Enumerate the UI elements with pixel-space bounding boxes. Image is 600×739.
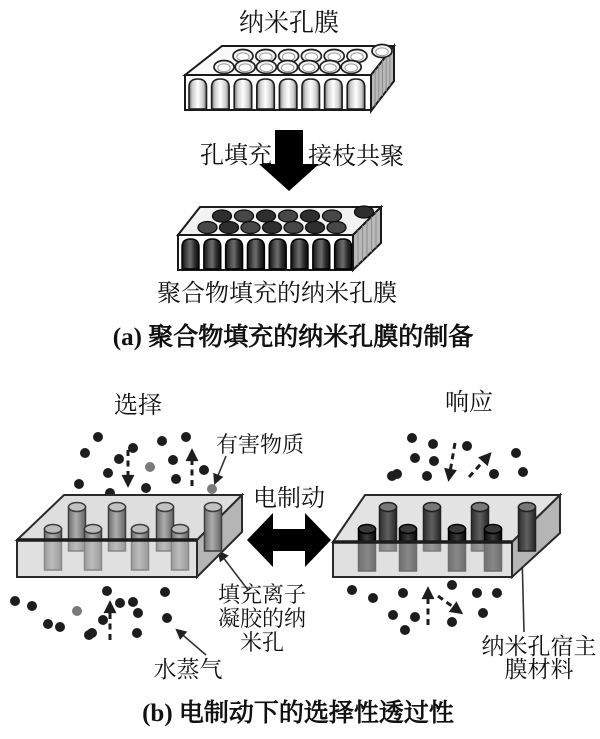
pore-filling-label: 孔填充 xyxy=(200,143,272,169)
molecule-dots-bottom-right xyxy=(347,580,502,635)
selection-membrane-block xyxy=(17,495,242,577)
svg-text:米孔: 米孔 xyxy=(239,630,285,655)
flux-down-arrow-right xyxy=(449,443,455,478)
filled-membrane-block xyxy=(178,206,381,270)
section-a xyxy=(113,9,473,351)
molecule-dots-top-left xyxy=(74,432,217,498)
water-vapor-callout-arrow xyxy=(177,630,206,655)
molecule-dots-top-right xyxy=(387,433,528,481)
harmful-substance-callout-arrow xyxy=(215,456,226,483)
selection-label: 选择 xyxy=(114,393,162,419)
filled-membrane-label: 聚合物填充的纳米孔膜 xyxy=(157,281,397,307)
harmful-substance-label: 有害物质 xyxy=(215,432,305,457)
molecule-dots-bottom-left xyxy=(10,586,172,640)
nanopore-membrane-label: 纳米孔膜 xyxy=(238,10,340,37)
svg-text:凝胶的纳: 凝胶的纳 xyxy=(217,606,307,631)
response-label: 响应 xyxy=(445,390,493,416)
svg-text:膜材料: 膜材料 xyxy=(504,657,574,682)
caption-b: (b) 电制动下的选择性透过性 xyxy=(142,700,454,727)
flux-diagonal-arrow-bottom-right xyxy=(438,596,460,612)
actuation-double-arrow xyxy=(247,513,331,567)
svg-text:纳米孔宿主: 纳米孔宿主 xyxy=(481,634,597,659)
flux-diagonal-arrow-right-top xyxy=(469,455,489,477)
host-membrane-label xyxy=(482,634,597,682)
section-b xyxy=(10,389,597,727)
graft-copolymerization-label: 接枝共聚 xyxy=(308,144,404,170)
water-vapor-label: 水蒸气 xyxy=(153,657,223,682)
electric-actuation-label: 电制动 xyxy=(253,486,325,512)
ion-gel-nanopore-label xyxy=(218,582,306,655)
response-membrane-block xyxy=(333,495,560,577)
svg-text:填充离子: 填充离子 xyxy=(217,582,307,607)
nanopore-membrane-block xyxy=(185,45,394,112)
caption-a: (a) 聚合物填充的纳米孔膜的制备 xyxy=(112,324,474,351)
